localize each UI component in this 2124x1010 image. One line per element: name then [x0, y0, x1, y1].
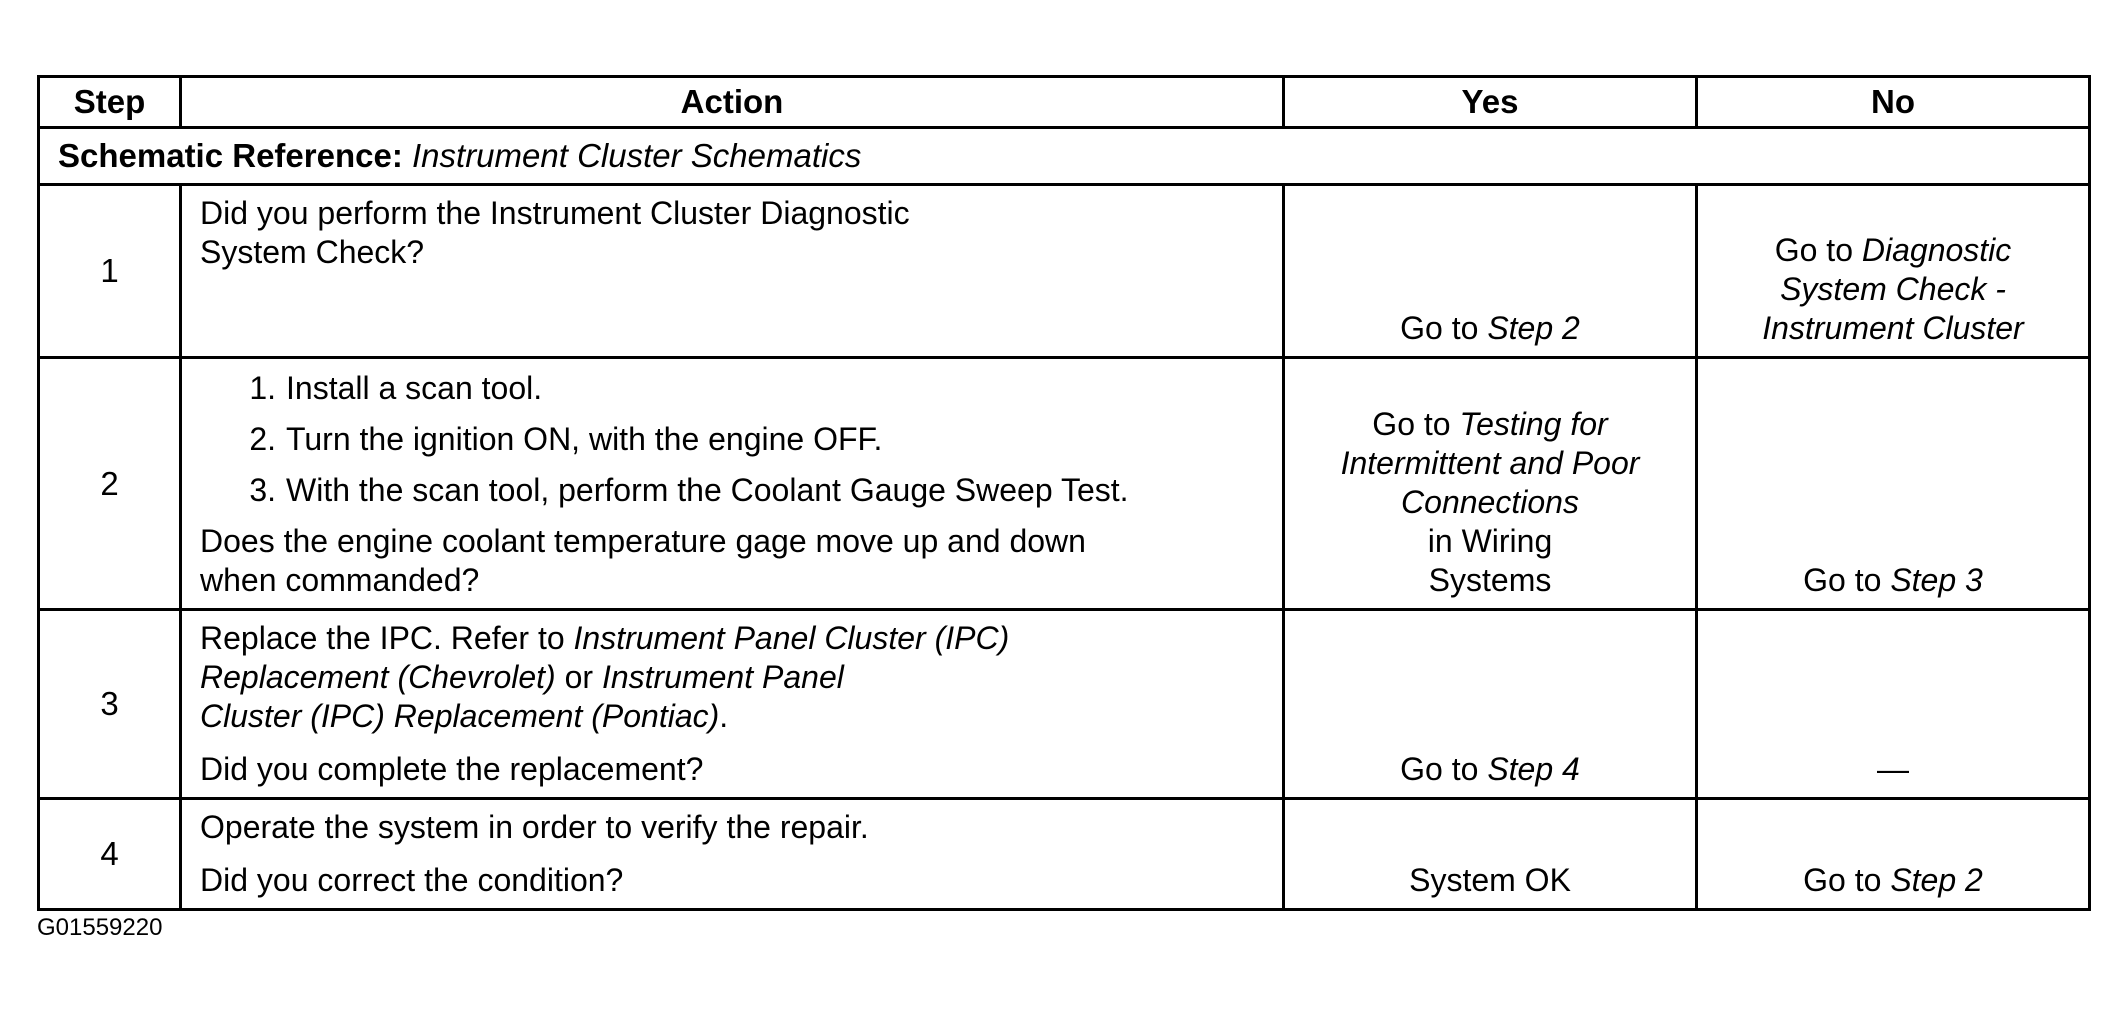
yes-suffix: in Wiring — [1427, 523, 1553, 559]
yes-prefix: Go to — [1372, 406, 1460, 442]
action-cell — [181, 610, 1284, 799]
action-text-line: System Check? — [200, 234, 425, 270]
step-number: 4 — [39, 799, 181, 910]
no-prefix: Go to — [1774, 232, 1862, 268]
no-cell: — — [1697, 610, 2090, 799]
question-text: Did you complete the replacement? — [200, 751, 704, 787]
schematic-label: Schematic Reference: — [58, 137, 403, 174]
yes-link[interactable]: Step 2 — [1487, 310, 1580, 346]
list-item — [200, 420, 1264, 459]
no-link[interactable]: Diagnostic — [1861, 232, 2012, 268]
list-text: Install a scan tool. — [286, 370, 543, 406]
step-number: 3 — [39, 610, 181, 799]
action-text: or — [555, 659, 602, 695]
step-row-3 — [39, 610, 2090, 799]
action-text: Replace the IPC. Refer to — [200, 620, 574, 656]
step-row-2 — [39, 358, 2090, 610]
schematic-row — [39, 128, 2090, 185]
yes-link[interactable]: Step 4 — [1487, 751, 1580, 787]
no-cell — [1697, 358, 2090, 610]
header-no: No — [1697, 77, 2090, 128]
yes-suffix: Systems — [1428, 562, 1552, 598]
yes-cell — [1284, 185, 1697, 358]
list-number: 2. — [249, 421, 276, 457]
no-prefix: Go to — [1803, 562, 1891, 598]
schematic-reference — [39, 128, 2090, 185]
no-prefix: Go to — [1803, 862, 1891, 898]
action-text: . — [719, 698, 729, 734]
schematic-link[interactable]: Instrument Cluster Schematics — [412, 137, 862, 174]
step-number: 1 — [39, 185, 181, 358]
header-action: Action — [181, 77, 1284, 128]
action-cell — [181, 358, 1284, 610]
step-row-4 — [39, 799, 2090, 910]
no-link[interactable]: Step 2 — [1890, 862, 1983, 898]
action-text-line: Did you perform the Instrument Cluster Diagnostic — [200, 195, 910, 231]
yes-link[interactable]: Intermittent and Poor — [1340, 445, 1640, 481]
action-text-line — [200, 658, 1264, 697]
header-step: Step — [39, 77, 181, 128]
yes-prefix: Go to — [1400, 310, 1488, 346]
yes-cell — [1284, 358, 1697, 610]
yes-prefix: Go to — [1400, 751, 1488, 787]
action-link[interactable]: Replacement (Chevrolet) — [200, 659, 556, 695]
header-row — [39, 77, 2090, 128]
action-text-line — [200, 619, 1264, 658]
list-number: 1. — [249, 370, 276, 406]
action-link[interactable]: Instrument Panel — [601, 659, 844, 695]
list-item — [200, 369, 1264, 408]
list-item — [200, 471, 1264, 510]
list-text: Turn the ignition ON, with the engine OFF. — [286, 421, 883, 457]
figure-id: G01559220 — [37, 914, 163, 941]
question-text: Does the engine coolant temperature gage move up and down — [200, 523, 1086, 559]
yes-link[interactable]: Testing for — [1459, 406, 1608, 442]
no-cell — [1697, 185, 2090, 358]
question-text: when commanded? — [200, 562, 480, 598]
header-yes: Yes — [1284, 77, 1697, 128]
diagnostic-table — [37, 75, 2091, 911]
action-text-line — [200, 697, 1264, 736]
action-cell — [181, 185, 1284, 358]
yes-cell — [1284, 610, 1697, 799]
yes-cell: System OK — [1284, 799, 1697, 910]
action-text-line: Operate the system in order to verify the repair. — [200, 809, 869, 845]
step-number: 2 — [39, 358, 181, 610]
action-cell — [181, 799, 1284, 910]
list-number: 3. — [249, 472, 276, 508]
action-link[interactable]: Instrument Panel Cluster (IPC) — [573, 620, 1010, 656]
question-text: Did you correct the condition? — [200, 862, 624, 898]
step-row-1 — [39, 185, 2090, 358]
no-link[interactable]: System Check - — [1780, 271, 2006, 307]
yes-link[interactable]: Connections — [1401, 484, 1579, 520]
no-link[interactable]: Instrument Cluster — [1762, 310, 2024, 346]
list-text: With the scan tool, perform the Coolant Gauge Sweep Test. — [286, 472, 1129, 508]
action-link[interactable]: Cluster (IPC) Replacement (Pontiac) — [200, 698, 720, 734]
no-cell — [1697, 799, 2090, 910]
no-link[interactable]: Step 3 — [1890, 562, 1983, 598]
